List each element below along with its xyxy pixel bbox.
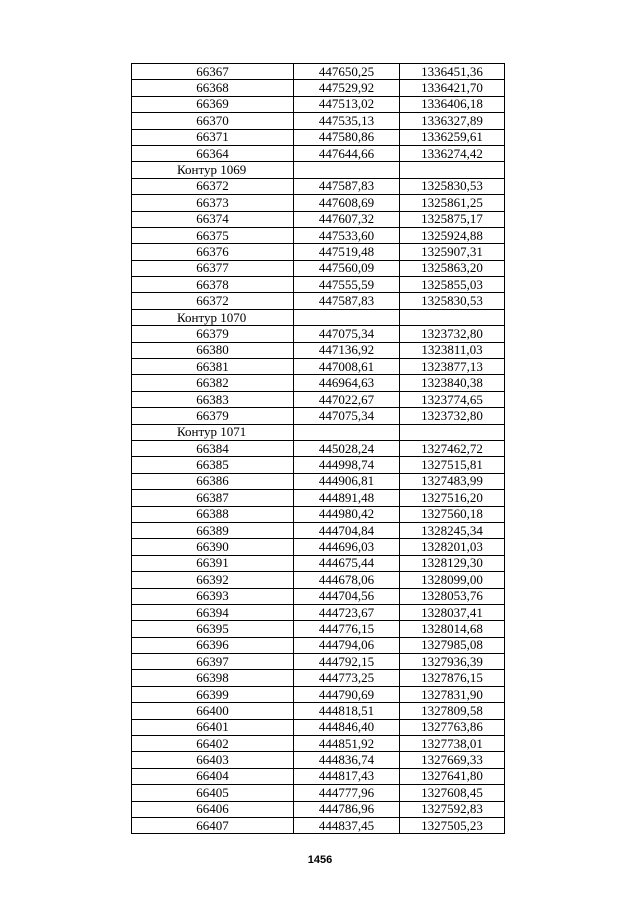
contour-header-row (132, 162, 505, 178)
table-row (132, 736, 505, 752)
contour-header-row (132, 309, 505, 325)
table-row (132, 768, 505, 784)
contour-header-row (132, 424, 505, 440)
table-row (132, 785, 505, 801)
x-coordinate-cell: 444777,96 (294, 785, 400, 801)
table-row (132, 506, 505, 522)
point-id-cell: 66370 (132, 113, 294, 129)
table-row (132, 244, 505, 260)
x-coordinate-cell: 447136,92 (294, 342, 400, 358)
table-row (132, 604, 505, 620)
table-row (132, 588, 505, 604)
table-row (132, 391, 505, 407)
table-row (132, 64, 505, 80)
y-coordinate-cell: 1327516,20 (400, 490, 505, 506)
y-coordinate-cell: 1325861,25 (400, 195, 505, 211)
x-coordinate-cell: 447075,34 (294, 326, 400, 342)
point-id-cell: 66385 (132, 457, 294, 473)
y-coordinate-cell: 1323774,65 (400, 391, 505, 407)
point-id-cell: 66398 (132, 670, 294, 686)
point-id-cell: 66404 (132, 768, 294, 784)
x-coordinate-cell: 444776,15 (294, 621, 400, 637)
point-id-cell: 66396 (132, 637, 294, 653)
x-coordinate-cell: 444906,81 (294, 473, 400, 489)
table-row (132, 260, 505, 276)
point-id-cell: 66397 (132, 654, 294, 670)
page-number: 1456 (307, 854, 333, 866)
x-coordinate-cell: 447587,83 (294, 178, 400, 194)
table-row (132, 178, 505, 194)
table-row (132, 113, 505, 129)
x-coordinate-cell: 447533,60 (294, 227, 400, 243)
table-row (132, 375, 505, 391)
y-coordinate-cell: 1325907,31 (400, 244, 505, 260)
point-id-cell: 66381 (132, 359, 294, 375)
x-coordinate-cell: 444794,06 (294, 637, 400, 653)
coordinates-table-body (132, 64, 505, 834)
point-id-cell: 66402 (132, 736, 294, 752)
x-coordinate-cell: 447608,69 (294, 195, 400, 211)
x-coordinate-cell: 447513,02 (294, 96, 400, 112)
x-coordinate-cell: 444891,48 (294, 490, 400, 506)
point-id-cell: 66380 (132, 342, 294, 358)
x-coordinate-cell: 444846,40 (294, 719, 400, 735)
y-coordinate-cell: 1327483,99 (400, 473, 505, 489)
x-coordinate-cell: 447022,67 (294, 391, 400, 407)
x-coordinate-cell: 447008,61 (294, 359, 400, 375)
empty-cell (400, 424, 505, 440)
point-id-cell: 66389 (132, 522, 294, 538)
x-coordinate-cell: 444998,74 (294, 457, 400, 473)
x-coordinate-cell: 447555,59 (294, 277, 400, 293)
table-row (132, 801, 505, 817)
x-coordinate-cell: 447580,86 (294, 129, 400, 145)
y-coordinate-cell: 1323877,13 (400, 359, 505, 375)
point-id-cell: 66403 (132, 752, 294, 768)
coordinates-table (131, 63, 505, 834)
y-coordinate-cell: 1325830,53 (400, 293, 505, 309)
y-coordinate-cell: 1323811,03 (400, 342, 505, 358)
x-coordinate-cell: 447587,83 (294, 293, 400, 309)
y-coordinate-cell: 1327515,81 (400, 457, 505, 473)
point-id-cell: 66393 (132, 588, 294, 604)
point-id-cell: 66383 (132, 391, 294, 407)
point-id-cell: 66392 (132, 572, 294, 588)
y-coordinate-cell: 1325924,88 (400, 227, 505, 243)
x-coordinate-cell: 444696,03 (294, 539, 400, 555)
point-id-cell: 66379 (132, 326, 294, 342)
y-coordinate-cell: 1325875,17 (400, 211, 505, 227)
table-row (132, 342, 505, 358)
x-coordinate-cell: 444704,84 (294, 522, 400, 538)
x-coordinate-cell: 447650,25 (294, 64, 400, 80)
point-id-cell: 66375 (132, 227, 294, 243)
table-row (132, 408, 505, 424)
y-coordinate-cell: 1328245,34 (400, 522, 505, 538)
table-row (132, 473, 505, 489)
point-id-cell: 66373 (132, 195, 294, 211)
x-coordinate-cell: 444851,92 (294, 736, 400, 752)
point-id-cell: 66400 (132, 703, 294, 719)
table-row (132, 555, 505, 571)
point-id-cell: 66391 (132, 555, 294, 571)
y-coordinate-cell: 1325855,03 (400, 277, 505, 293)
x-coordinate-cell: 446964,63 (294, 375, 400, 391)
y-coordinate-cell: 1327560,18 (400, 506, 505, 522)
x-coordinate-cell: 445028,24 (294, 440, 400, 456)
table-row (132, 457, 505, 473)
x-coordinate-cell: 444836,74 (294, 752, 400, 768)
y-coordinate-cell: 1328129,30 (400, 555, 505, 571)
y-coordinate-cell: 1327763,86 (400, 719, 505, 735)
x-coordinate-cell: 444773,25 (294, 670, 400, 686)
y-coordinate-cell: 1328037,41 (400, 604, 505, 620)
x-coordinate-cell: 447075,34 (294, 408, 400, 424)
empty-cell (294, 309, 400, 325)
table-row (132, 440, 505, 456)
x-coordinate-cell: 447519,48 (294, 244, 400, 260)
x-coordinate-cell: 447607,32 (294, 211, 400, 227)
empty-cell (294, 162, 400, 178)
point-id-cell: 66405 (132, 785, 294, 801)
point-id-cell: 66377 (132, 260, 294, 276)
y-coordinate-cell: 1328014,68 (400, 621, 505, 637)
x-coordinate-cell: 444675,44 (294, 555, 400, 571)
point-id-cell: 66390 (132, 539, 294, 555)
table-row (132, 326, 505, 342)
y-coordinate-cell: 1327505,23 (400, 817, 505, 833)
point-id-cell: 66384 (132, 440, 294, 456)
contour-label: Контур 1071 (132, 424, 294, 440)
contour-label: Контур 1070 (132, 309, 294, 325)
y-coordinate-cell: 1336406,18 (400, 96, 505, 112)
y-coordinate-cell: 1325863,20 (400, 260, 505, 276)
y-coordinate-cell: 1328053,76 (400, 588, 505, 604)
point-id-cell: 66388 (132, 506, 294, 522)
empty-cell (400, 309, 505, 325)
contour-label: Контур 1069 (132, 162, 294, 178)
y-coordinate-cell: 1336451,36 (400, 64, 505, 80)
table-row (132, 719, 505, 735)
y-coordinate-cell: 1323732,80 (400, 326, 505, 342)
table-row (132, 145, 505, 161)
point-id-cell: 66376 (132, 244, 294, 260)
table-row (132, 359, 505, 375)
y-coordinate-cell: 1325830,53 (400, 178, 505, 194)
x-coordinate-cell: 444817,43 (294, 768, 400, 784)
x-coordinate-cell: 444837,45 (294, 817, 400, 833)
table-row (132, 211, 505, 227)
y-coordinate-cell: 1327831,90 (400, 686, 505, 702)
point-id-cell: 66367 (132, 64, 294, 80)
x-coordinate-cell: 444818,51 (294, 703, 400, 719)
y-coordinate-cell: 1327462,72 (400, 440, 505, 456)
table-row (132, 227, 505, 243)
x-coordinate-cell: 444678,06 (294, 572, 400, 588)
x-coordinate-cell: 444704,56 (294, 588, 400, 604)
point-id-cell: 66394 (132, 604, 294, 620)
x-coordinate-cell: 444723,67 (294, 604, 400, 620)
point-id-cell: 66387 (132, 490, 294, 506)
point-id-cell: 66382 (132, 375, 294, 391)
point-id-cell: 66399 (132, 686, 294, 702)
table-row (132, 539, 505, 555)
y-coordinate-cell: 1327876,15 (400, 670, 505, 686)
x-coordinate-cell: 444792,15 (294, 654, 400, 670)
point-id-cell: 66386 (132, 473, 294, 489)
table-row (132, 817, 505, 833)
y-coordinate-cell: 1327669,33 (400, 752, 505, 768)
y-coordinate-cell: 1327738,01 (400, 736, 505, 752)
y-coordinate-cell: 1327592,83 (400, 801, 505, 817)
point-id-cell: 66374 (132, 211, 294, 227)
y-coordinate-cell: 1328099,00 (400, 572, 505, 588)
table-row (132, 670, 505, 686)
y-coordinate-cell: 1327608,45 (400, 785, 505, 801)
table-row (132, 96, 505, 112)
x-coordinate-cell: 444790,69 (294, 686, 400, 702)
table-row (132, 752, 505, 768)
table-row (132, 195, 505, 211)
point-id-cell: 66371 (132, 129, 294, 145)
y-coordinate-cell: 1336259,61 (400, 129, 505, 145)
y-coordinate-cell: 1323840,38 (400, 375, 505, 391)
point-id-cell: 66401 (132, 719, 294, 735)
table-row (132, 703, 505, 719)
x-coordinate-cell: 444980,42 (294, 506, 400, 522)
y-coordinate-cell: 1336274,42 (400, 145, 505, 161)
point-id-cell: 66379 (132, 408, 294, 424)
point-id-cell: 66369 (132, 96, 294, 112)
table-row (132, 293, 505, 309)
table-row (132, 490, 505, 506)
table-row (132, 80, 505, 96)
table-row (132, 277, 505, 293)
x-coordinate-cell: 447535,13 (294, 113, 400, 129)
table-row (132, 129, 505, 145)
point-id-cell: 66364 (132, 145, 294, 161)
table-row (132, 522, 505, 538)
point-id-cell: 66406 (132, 801, 294, 817)
y-coordinate-cell: 1327985,08 (400, 637, 505, 653)
x-coordinate-cell: 444786,96 (294, 801, 400, 817)
point-id-cell: 66378 (132, 277, 294, 293)
point-id-cell: 66368 (132, 80, 294, 96)
y-coordinate-cell: 1336421,70 (400, 80, 505, 96)
table-row (132, 637, 505, 653)
y-coordinate-cell: 1327809,58 (400, 703, 505, 719)
y-coordinate-cell: 1323732,80 (400, 408, 505, 424)
empty-cell (294, 424, 400, 440)
x-coordinate-cell: 447529,92 (294, 80, 400, 96)
y-coordinate-cell: 1327936,39 (400, 654, 505, 670)
table-row (132, 621, 505, 637)
x-coordinate-cell: 447644,66 (294, 145, 400, 161)
point-id-cell: 66395 (132, 621, 294, 637)
table-row (132, 572, 505, 588)
x-coordinate-cell: 447560,09 (294, 260, 400, 276)
table-row (132, 654, 505, 670)
y-coordinate-cell: 1336327,89 (400, 113, 505, 129)
point-id-cell: 66407 (132, 817, 294, 833)
table-row (132, 686, 505, 702)
empty-cell (400, 162, 505, 178)
y-coordinate-cell: 1328201,03 (400, 539, 505, 555)
y-coordinate-cell: 1327641,80 (400, 768, 505, 784)
point-id-cell: 66372 (132, 293, 294, 309)
point-id-cell: 66372 (132, 178, 294, 194)
